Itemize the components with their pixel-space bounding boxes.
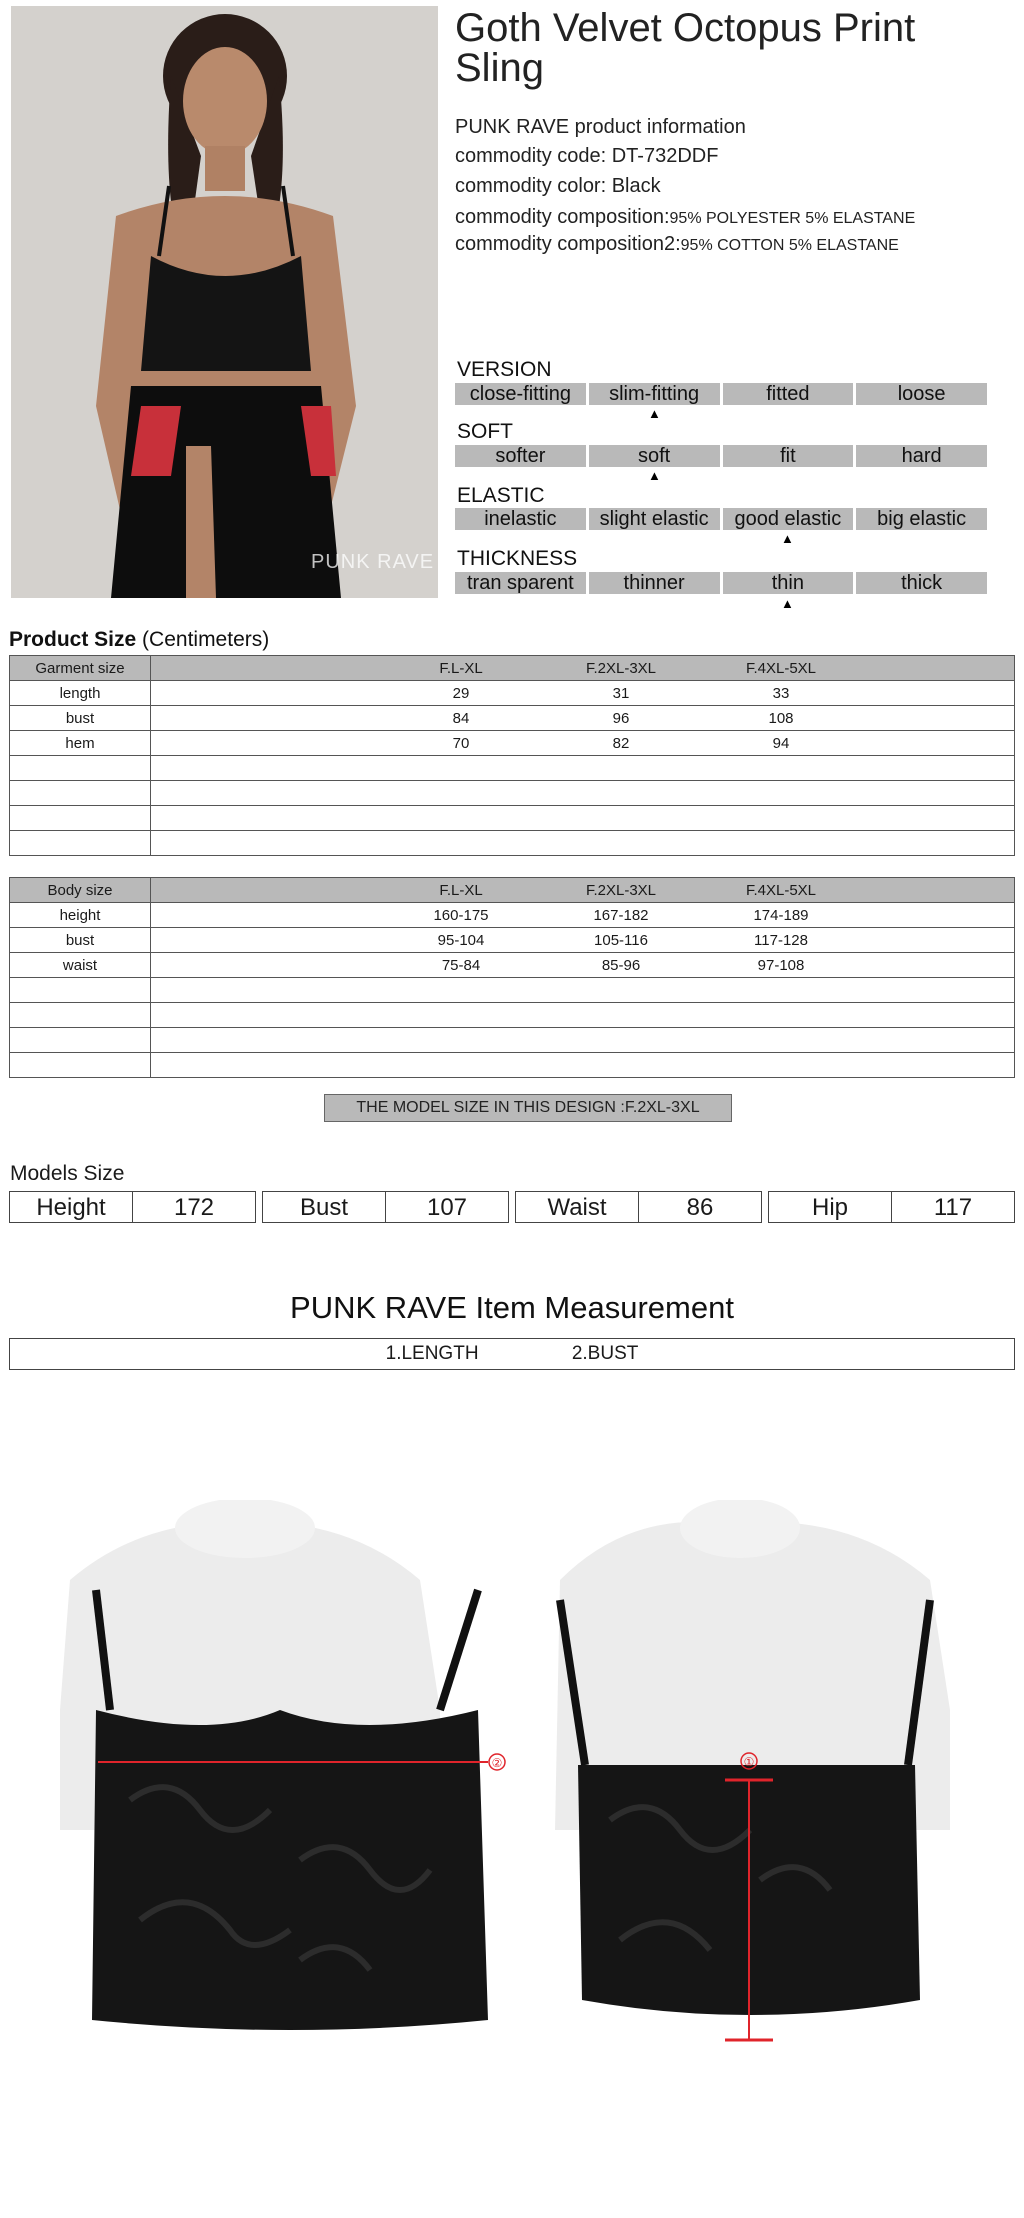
measurement-title: PUNK RAVE Item Measurement [290,1290,734,1325]
garment-size-table [9,655,1015,856]
thickness-option: thinner [589,572,720,594]
code-value: DT-732DDF [611,145,719,167]
color-label: commodity color: [455,175,607,197]
photo-watermark: PUNK RAVE [311,551,435,573]
row-label: hem [10,731,151,756]
elastic-marker: ▲ [781,531,794,546]
models-size-height [9,1191,256,1223]
models-size-row [9,1191,1015,1223]
thickness-option: tran sparent [455,572,586,594]
commodity-composition [455,206,915,229]
color-value: Black [611,175,661,197]
empty-row [10,806,1015,831]
elastic-label: ELASTIC [457,484,545,507]
version-option: slim-fitting [589,383,720,405]
row-label: waist [10,953,151,978]
cell-value: 117-128 [754,931,808,949]
empty-row [10,1003,1015,1028]
body-size-table [9,877,1015,1078]
models-size-waist [515,1191,762,1223]
table-row [10,706,1015,731]
table-header-row [10,878,1015,903]
measure-value: 117 [891,1192,1014,1222]
measurement-item: 1.LENGTH [385,1343,479,1364]
composition-label: commodity composition: [455,206,670,228]
cell-value: 167-182 [593,906,649,924]
code-label: commodity code: [455,145,607,167]
cell-value: 97-108 [757,956,805,974]
cell-value: 84 [452,709,470,727]
empty-row [10,781,1015,806]
soft-option: fit [723,445,854,467]
row-label: bust [10,706,151,731]
cell-value: 70 [452,734,470,752]
garment-diagram [0,1500,1024,2060]
measure-label: Height [36,1194,106,1221]
cell-value: 31 [612,684,630,702]
measure-label: Bust [299,1194,349,1221]
size-columns [151,878,1015,903]
table-header-row [10,656,1015,681]
version-scale [455,383,987,405]
cell-value: 174-189 [753,906,809,924]
composition2-value: 95% COTTON 5% ELASTANE [680,237,899,254]
soft-scale [455,445,987,467]
table-row [10,928,1015,953]
row-values [151,681,1015,706]
size-col: F.4XL-5XL [745,881,817,899]
soft-label: SOFT [457,420,513,443]
thickness-marker: ▲ [781,596,794,611]
models-size-title: Models Size [10,1162,125,1185]
row-label: height [10,903,151,928]
elastic-option: slight elastic [589,508,720,530]
version-option: loose [856,383,987,405]
soft-marker: ▲ [648,468,661,483]
thickness-label: THICKNESS [457,547,578,570]
elastic-option: good elastic [723,508,854,530]
version-marker: ▲ [648,406,661,421]
cell-value: 108 [768,709,794,727]
size-col: F.2XL-3XL [585,881,657,899]
elastic-option: inelastic [455,508,586,530]
thickness-scale [455,572,987,594]
row-label: length [10,681,151,706]
table-row [10,681,1015,706]
cell-value: 95-104 [437,931,485,949]
composition-value: 95% POLYESTER 5% ELASTANE [669,210,916,227]
model-illustration [11,6,438,598]
size-col: F.L-XL [439,659,483,677]
commodity-color [455,175,661,198]
version-option: fitted [723,383,854,405]
cell-value: 85-96 [601,956,641,974]
empty-row [10,756,1015,781]
models-size-bust [262,1191,509,1223]
cell-value: 105-116 [594,931,648,949]
elastic-option: big elastic [856,508,987,530]
row-values [151,731,1015,756]
info-heading: PUNK RAVE product information [455,116,746,138]
empty-row [10,978,1015,1003]
cell-value: 29 [452,684,470,702]
cell-value: 75-84 [441,956,481,974]
front-view [60,1500,505,2030]
body-size-header: Body size [10,878,151,903]
soft-option: hard [856,445,987,467]
table-row [10,731,1015,756]
size-col: F.L-XL [439,881,483,899]
cell-value: 82 [612,734,630,752]
measure-value: 107 [385,1192,508,1222]
measurement-legend [9,1338,1015,1370]
product-size-title [9,628,269,652]
thickness-option: thick [856,572,987,594]
row-values [151,928,1015,953]
garment-size-header: Garment size [10,656,151,681]
empty-row [10,831,1015,856]
product-title: Goth Velvet Octopus Print Sling [455,6,916,90]
row-label: bust [10,928,151,953]
model-size-note: THE MODEL SIZE IN THIS DESIGN :F.2XL-3XL [324,1094,732,1122]
product-size-heading: Product Size [9,628,137,651]
row-values [151,706,1015,731]
cell-value: 33 [772,684,790,702]
row-values [151,953,1015,978]
commodity-composition2 [455,233,899,256]
size-columns [151,656,1015,681]
empty-row [10,1053,1015,1078]
row-values [151,903,1015,928]
soft-option: softer [455,445,586,467]
size-col: F.2XL-3XL [585,659,657,677]
elastic-scale [455,508,987,530]
version-option: close-fitting [455,383,586,405]
bust-marker: ② [491,1756,503,1770]
product-size-unit: (Centimeters) [142,628,270,651]
length-marker: ① [743,1755,755,1769]
cell-value: 160-175 [433,906,489,924]
thickness-option: thin [723,572,854,594]
measure-label: Hip [811,1194,848,1221]
model-photo [11,6,438,598]
cell-value: 96 [612,709,630,727]
measure-label: Waist [547,1194,607,1221]
empty-row [10,1028,1015,1053]
table-row [10,953,1015,978]
measure-value: 172 [132,1192,255,1222]
commodity-code [455,145,718,168]
models-size-hip [768,1191,1015,1223]
measurement-item: 2.BUST [571,1343,639,1364]
size-col: F.4XL-5XL [745,659,817,677]
back-view [555,1500,950,2040]
table-row [10,903,1015,928]
measure-value: 86 [638,1192,761,1222]
version-label: VERSION [457,358,552,381]
composition2-label: commodity composition2: [455,233,681,255]
cell-value: 94 [772,734,790,752]
soft-option: soft [589,445,720,467]
